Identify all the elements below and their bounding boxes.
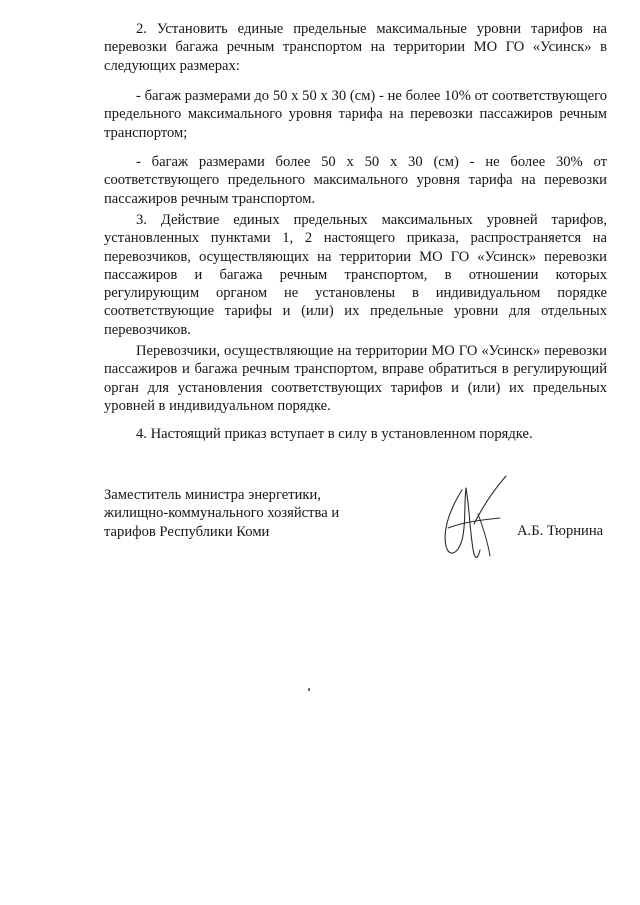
paragraph-bullet-small-baggage: - багаж размерами до 50 х 50 х 30 (см) - не более 10% от соответствующего предельного максимального уровня тарифа на перевозки пассажиров речным транспортом; [104,88,607,141]
signatory-title [104,486,404,541]
paragraph-bullet-large-baggage: - багаж размерами более 50 х 50 х 30 (см) - не более 30% от соответствующего предельного максимального уровня тарифа на перевозки пассажиров речным транспортом. [104,154,607,207]
signatory-title-line-1: Заместитель министра энергетики, [104,487,321,503]
scan-artifact [308,688,310,691]
paragraph-carriers: Перевозчики, осуществляющие на территории МО ГО «Усинск» перевозки пассажиров и багажа речным транспортом, вправе обратиться в регулирующий орган для установления соответствующих тарифов и (или) их предельных уровней в индивидуальном порядке. [104,343,607,414]
paragraph-item-2: 2. Установить единые предельные максимальные уровни тарифов на перевозки багажа речным транспортом на территории МО ГО «Усинск» в следующих размерах: [104,21,607,74]
paragraph-item-3: 3. Действие единых предельных максимальных уровней тарифов, установленных пунктами 1, 2 настоящего приказа, распространяется на перевозчиков, осуществляющих на территории МО ГО «Усинск» перевозки пассажиров и багажа речным транспортом, в отношении которых регулирующим органом не установлены в индивидуальном порядке соответствующие тарифы и (или) их предельные уровни для отдельных перевозчиков. [104,212,607,338]
signer-name: А.Б. Тюрнина [517,523,604,539]
handwritten-signature [434,470,514,566]
signatory-title-line-2: жилищно-коммунального хозяйства и [104,505,340,522]
signatory-title-line-3: тарифов Республики Коми [104,523,270,540]
paragraph-item-4: 4. Настоящий приказ вступает в силу в установленном порядке. [136,426,533,442]
